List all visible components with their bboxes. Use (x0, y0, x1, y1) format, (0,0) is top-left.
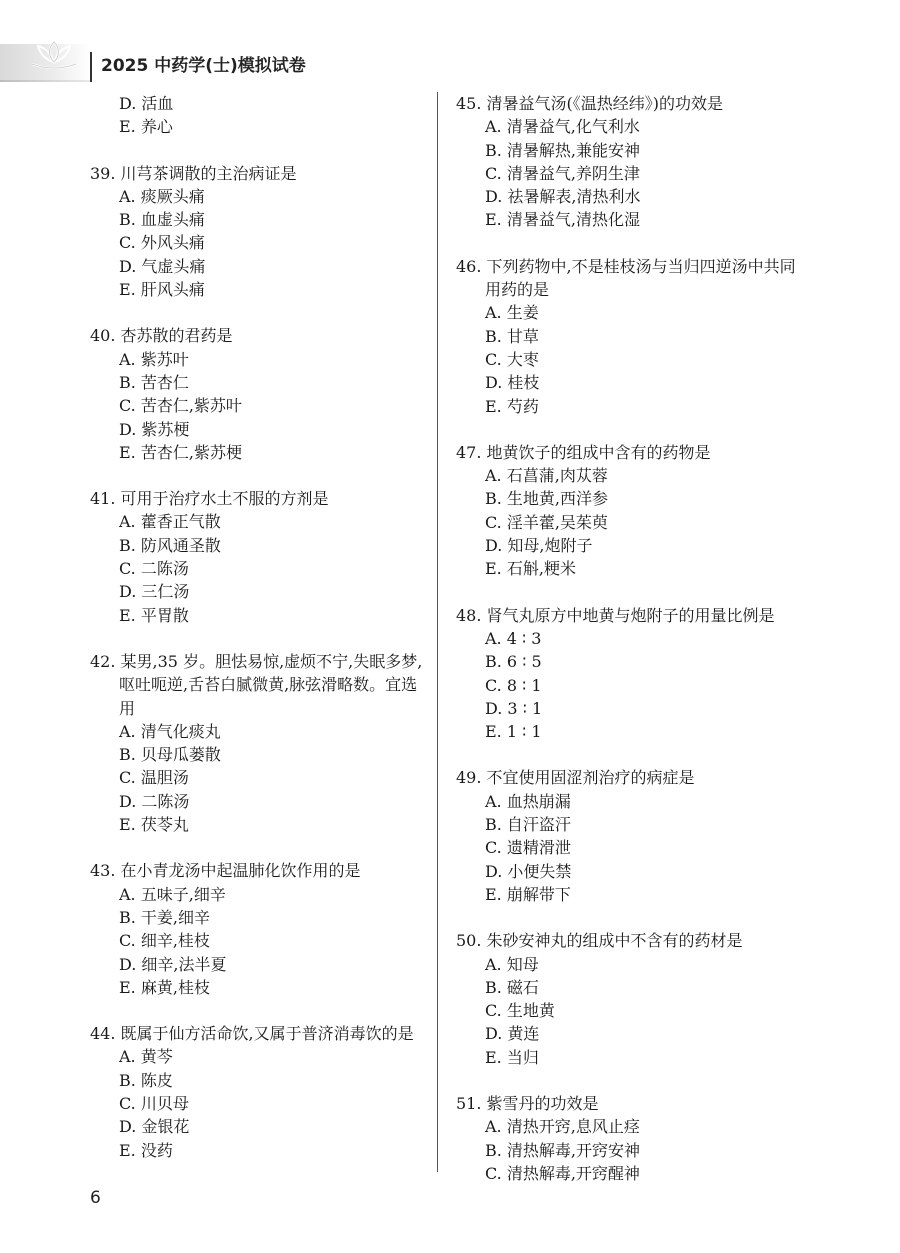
option: D. 小便失禁 (485, 861, 572, 881)
question-stem: 43. 在小青龙汤中起温肺化饮作用的是 (90, 861, 361, 881)
option: C. 清暑益气,养阴生津 (485, 163, 640, 183)
question-50 (456, 929, 806, 1069)
option: D. 3 ∶ 1 (485, 698, 543, 718)
option: D. 桂枝 (485, 373, 540, 393)
option: B. 生地黄,西洋参 (485, 489, 609, 509)
option: A. 石菖蒲,肉苁蓉 (485, 466, 608, 486)
option: E. 芍药 (485, 396, 539, 416)
option: C. 清热解毒,开窍醒神 (485, 1163, 640, 1183)
header-rule (0, 80, 90, 82)
option: C. 大枣 (485, 349, 539, 369)
option: B. 干姜,细辛 (119, 907, 211, 927)
option: E. 茯苓丸 (119, 815, 189, 835)
option: A. 血热崩漏 (485, 791, 571, 811)
option: B. 血虚头痛 (119, 210, 205, 230)
option: D. 二陈汤 (119, 791, 190, 811)
option: A. 清热开窍,息风止痉 (485, 1117, 640, 1137)
question-38-continued (90, 92, 426, 139)
option: A. 黄芩 (119, 1047, 173, 1067)
header-separator (90, 52, 92, 82)
option: B. 陈皮 (119, 1070, 173, 1090)
question-48 (456, 604, 806, 744)
question-47 (456, 441, 806, 581)
option: C. 生地黄 (485, 1001, 555, 1021)
question-stem: 45. 清暑益气汤(《温热经纬》)的功效是 (456, 94, 724, 113)
option: B. 防风通圣散 (119, 535, 221, 555)
option: D. 三仁汤 (119, 582, 190, 602)
question-stem: 41. 可用于治疗水土不服的方剂是 (90, 489, 329, 509)
option: D. 金银花 (119, 1117, 190, 1137)
page-header (0, 0, 900, 86)
option: A. 清气化痰丸 (119, 721, 221, 741)
option: B. 6 ∶ 5 (485, 652, 542, 672)
option: C. 细辛,桂枝 (119, 931, 210, 951)
option: A. 清暑益气,化气利水 (485, 117, 640, 137)
left-column (90, 92, 426, 1162)
lotus-logo-icon (26, 38, 82, 70)
option: C. 遗精滑泄 (485, 838, 571, 858)
question-stem: 44. 既属于仙方活命饮,又属于普济消毒饮的是 (90, 1024, 414, 1044)
question-49 (456, 766, 806, 906)
option: B. 自汗盗汗 (485, 815, 571, 835)
question-stem: 49. 不宜使用固涩剂治疗的病症是 (456, 768, 695, 788)
option: D. 活血 (119, 94, 174, 113)
column-divider (437, 92, 438, 1172)
option: E. 1 ∶ 1 (485, 722, 542, 742)
option: C. 温胆汤 (119, 768, 189, 788)
option: C. 苦杏仁,紫苏叶 (119, 396, 242, 416)
question-46 (456, 255, 806, 418)
option: E. 当归 (485, 1047, 539, 1067)
question-stem: 51. 紫雪丹的功效是 (456, 1093, 599, 1113)
option: A. 五味子,细辛 (119, 884, 226, 904)
question-40 (90, 324, 426, 464)
option: B. 苦杏仁 (119, 372, 189, 392)
question-39 (90, 162, 426, 302)
option: A. 藿香正气散 (119, 512, 221, 532)
question-stem: 47. 地黄饮子的组成中含有的药物是 (456, 442, 711, 462)
option: A. 4 ∶ 3 (485, 628, 542, 648)
question-stem: 48. 肾气丸原方中地黄与炮附子的用量比例是 (456, 605, 775, 625)
question-45 (456, 92, 806, 232)
option: B. 清热解毒,开窍安神 (485, 1140, 641, 1160)
question-44 (90, 1022, 426, 1162)
option: D. 知母,炮附子 (485, 536, 593, 556)
running-header-title: 2025 中药学(士)模拟试卷 (101, 56, 306, 76)
option: E. 崩解带下 (485, 884, 571, 904)
option: E. 养心 (119, 117, 173, 137)
question-stem: 50. 朱砂安神丸的组成中不含有的药材是 (456, 931, 743, 951)
option: C. 川贝母 (119, 1093, 189, 1113)
question-stem: 40. 杏苏散的君药是 (90, 326, 233, 346)
question-stem: 42. 某男,35 岁。胆怯易惊,虚烦不宁,失眠多梦,呕吐呃逆,舌苔白腻微黄,脉弦滑略数。宜选用 (90, 651, 423, 718)
option: E. 石斛,粳米 (485, 559, 576, 579)
question-stem: 39. 川芎茶调散的主治病证是 (90, 163, 297, 183)
option: A. 紫苏叶 (119, 349, 189, 369)
question-43 (90, 859, 426, 999)
option: C. 淫羊藿,吴茱萸 (485, 512, 608, 532)
option: E. 没药 (119, 1140, 173, 1160)
option: E. 清暑益气,清热化湿 (485, 210, 640, 230)
question-42 (90, 650, 426, 836)
question-51 (456, 1092, 806, 1185)
option: E. 肝风头痛 (119, 280, 205, 300)
question-stem: 46. 下列药物中,不是桂枝汤与当归四逆汤中共同用药的是 (456, 256, 796, 300)
option: D. 祛暑解表,清热利水 (485, 187, 641, 207)
option: B. 甘草 (485, 326, 539, 346)
option: C. 8 ∶ 1 (485, 675, 542, 695)
question-41 (90, 487, 426, 627)
option: D. 气虚头痛 (119, 256, 206, 276)
option: A. 生姜 (485, 303, 539, 323)
option: C. 二陈汤 (119, 559, 189, 579)
option: D. 黄连 (485, 1024, 540, 1044)
option: B. 磁石 (485, 977, 539, 997)
option: E. 平胃散 (119, 605, 189, 625)
option: B. 贝母瓜蒌散 (119, 745, 221, 765)
option: C. 外风头痛 (119, 233, 205, 253)
option: D. 紫苏梗 (119, 419, 190, 439)
option: A. 痰厥头痛 (119, 186, 205, 206)
page-number: 6 (90, 1188, 101, 1208)
option: A. 知母 (485, 954, 539, 974)
option: E. 麻黄,桂枝 (119, 977, 210, 997)
option: B. 清暑解热,兼能安神 (485, 140, 641, 160)
right-column (456, 92, 806, 1185)
option: D. 细辛,法半夏 (119, 954, 227, 974)
option: E. 苦杏仁,紫苏梗 (119, 442, 242, 462)
